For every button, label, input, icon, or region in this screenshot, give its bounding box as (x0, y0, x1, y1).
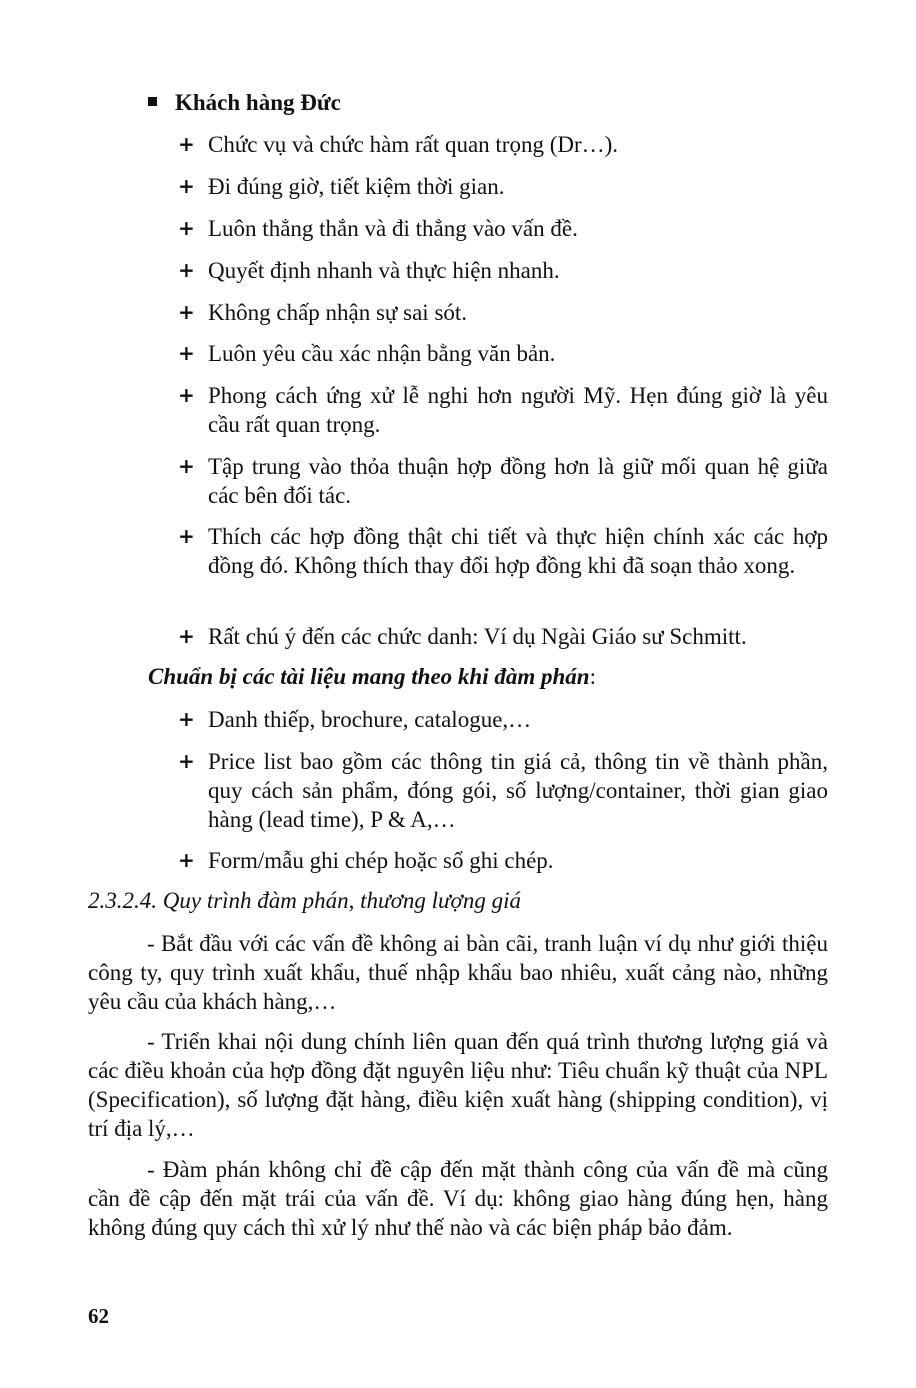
plus-bullet: + (178, 624, 195, 648)
list-item: + Rất chú ý đến các chức danh: Ví dụ Ngài Giáo sư Schmitt. (178, 624, 747, 649)
list-item: + Chức vụ và chức hàm rất quan trọng (Dr…). (178, 132, 619, 157)
plus-bullet: + (178, 848, 195, 872)
list-item: + Không chấp nhận sự sai sót. (178, 300, 468, 325)
list-item: + Phong cách ứng xử lễ nghi hơn người Mỹ. Hẹn đúng giờ là yêu cầu rất quan trọng. (178, 383, 828, 437)
list-item: + Đi đúng giờ, tiết kiệm thời gian. (178, 174, 505, 199)
paragraph: - Đàm phán không chỉ đề cập đến mặt thành công của vấn đề mà cũng cần đề cập đến mặt trái của vấn đề. Ví dụ: không giao hàng đúng hẹn, hàng không đúng quy cách thì xử lý như thế nào và các biện pháp bảo đảm. (88, 1157, 828, 1240)
list-item: + Tập trung vào thỏa thuận hợp đồng hơn là giữ mối quan hệ giữa các bên đối tác. (178, 454, 828, 508)
list-item: + Price list bao gồm các thông tin giá cả, thông tin về thành phần, quy cách sản phẩm, đóng gói, số lượng/container, thời gian giao hàng (lead time), P & A,… (178, 749, 828, 832)
plus-bullet: + (178, 749, 195, 773)
plus-bullet: + (178, 341, 195, 365)
paragraph: - Bắt đầu với các vấn đề không ai bàn cãi, tranh luận ví dụ như giới thiệu công ty, quy trình xuất khẩu, thuế nhập khẩu bao nhiêu, xuất cảng nào, những yêu cầu của khách hàng,… (88, 931, 828, 1014)
plus-bullet: + (178, 454, 195, 478)
list-item: + Form/mẫu ghi chép hoặc sổ ghi chép. (178, 848, 554, 873)
square-bullet-icon (148, 97, 157, 106)
plus-bullet: + (178, 132, 195, 156)
list-item: + Thích các hợp đồng thật chi tiết và thực hiện chính xác các hợp đồng đó. Không thích thay đổi hợp đồng khi đã soạn thảo xong. (178, 524, 828, 578)
page-number: 62 (88, 1304, 109, 1328)
list-item: + Luôn yêu cầu xác nhận bằng văn bản. (178, 341, 556, 366)
plus-bullet: + (178, 258, 195, 282)
section-heading: 2.3.2.4. Quy trình đàm phán, thương lượng giá (88, 888, 521, 913)
plus-bullet: + (178, 707, 195, 731)
documents-heading: Chuẩn bị các tài liệu mang theo khi đàm phán: (148, 664, 596, 689)
plus-bullet: + (178, 216, 195, 240)
list-item: + Quyết định nhanh và thực hiện nhanh. (178, 258, 560, 283)
list-item: + Danh thiếp, brochure, catalogue,… (178, 707, 532, 732)
plus-bullet: + (178, 383, 195, 407)
paragraph: - Triển khai nội dung chính liên quan đến quá trình thương lượng giá và các điều khoản của hợp đồng đặt nguyên liệu như: Tiêu chuẩn kỹ thuật của NPL (Specification), số lượng đặt hàng, điều kiện xuất hàng (shipping condition), vị trí địa lý,… (88, 1029, 828, 1141)
plus-bullet: + (178, 524, 195, 548)
plus-bullet: + (178, 174, 195, 198)
list-item: + Luôn thẳng thắn và đi thẳng vào vấn đề. (178, 216, 578, 241)
plus-bullet: + (178, 300, 195, 324)
german-customers-heading: Khách hàng Đức (148, 88, 341, 117)
